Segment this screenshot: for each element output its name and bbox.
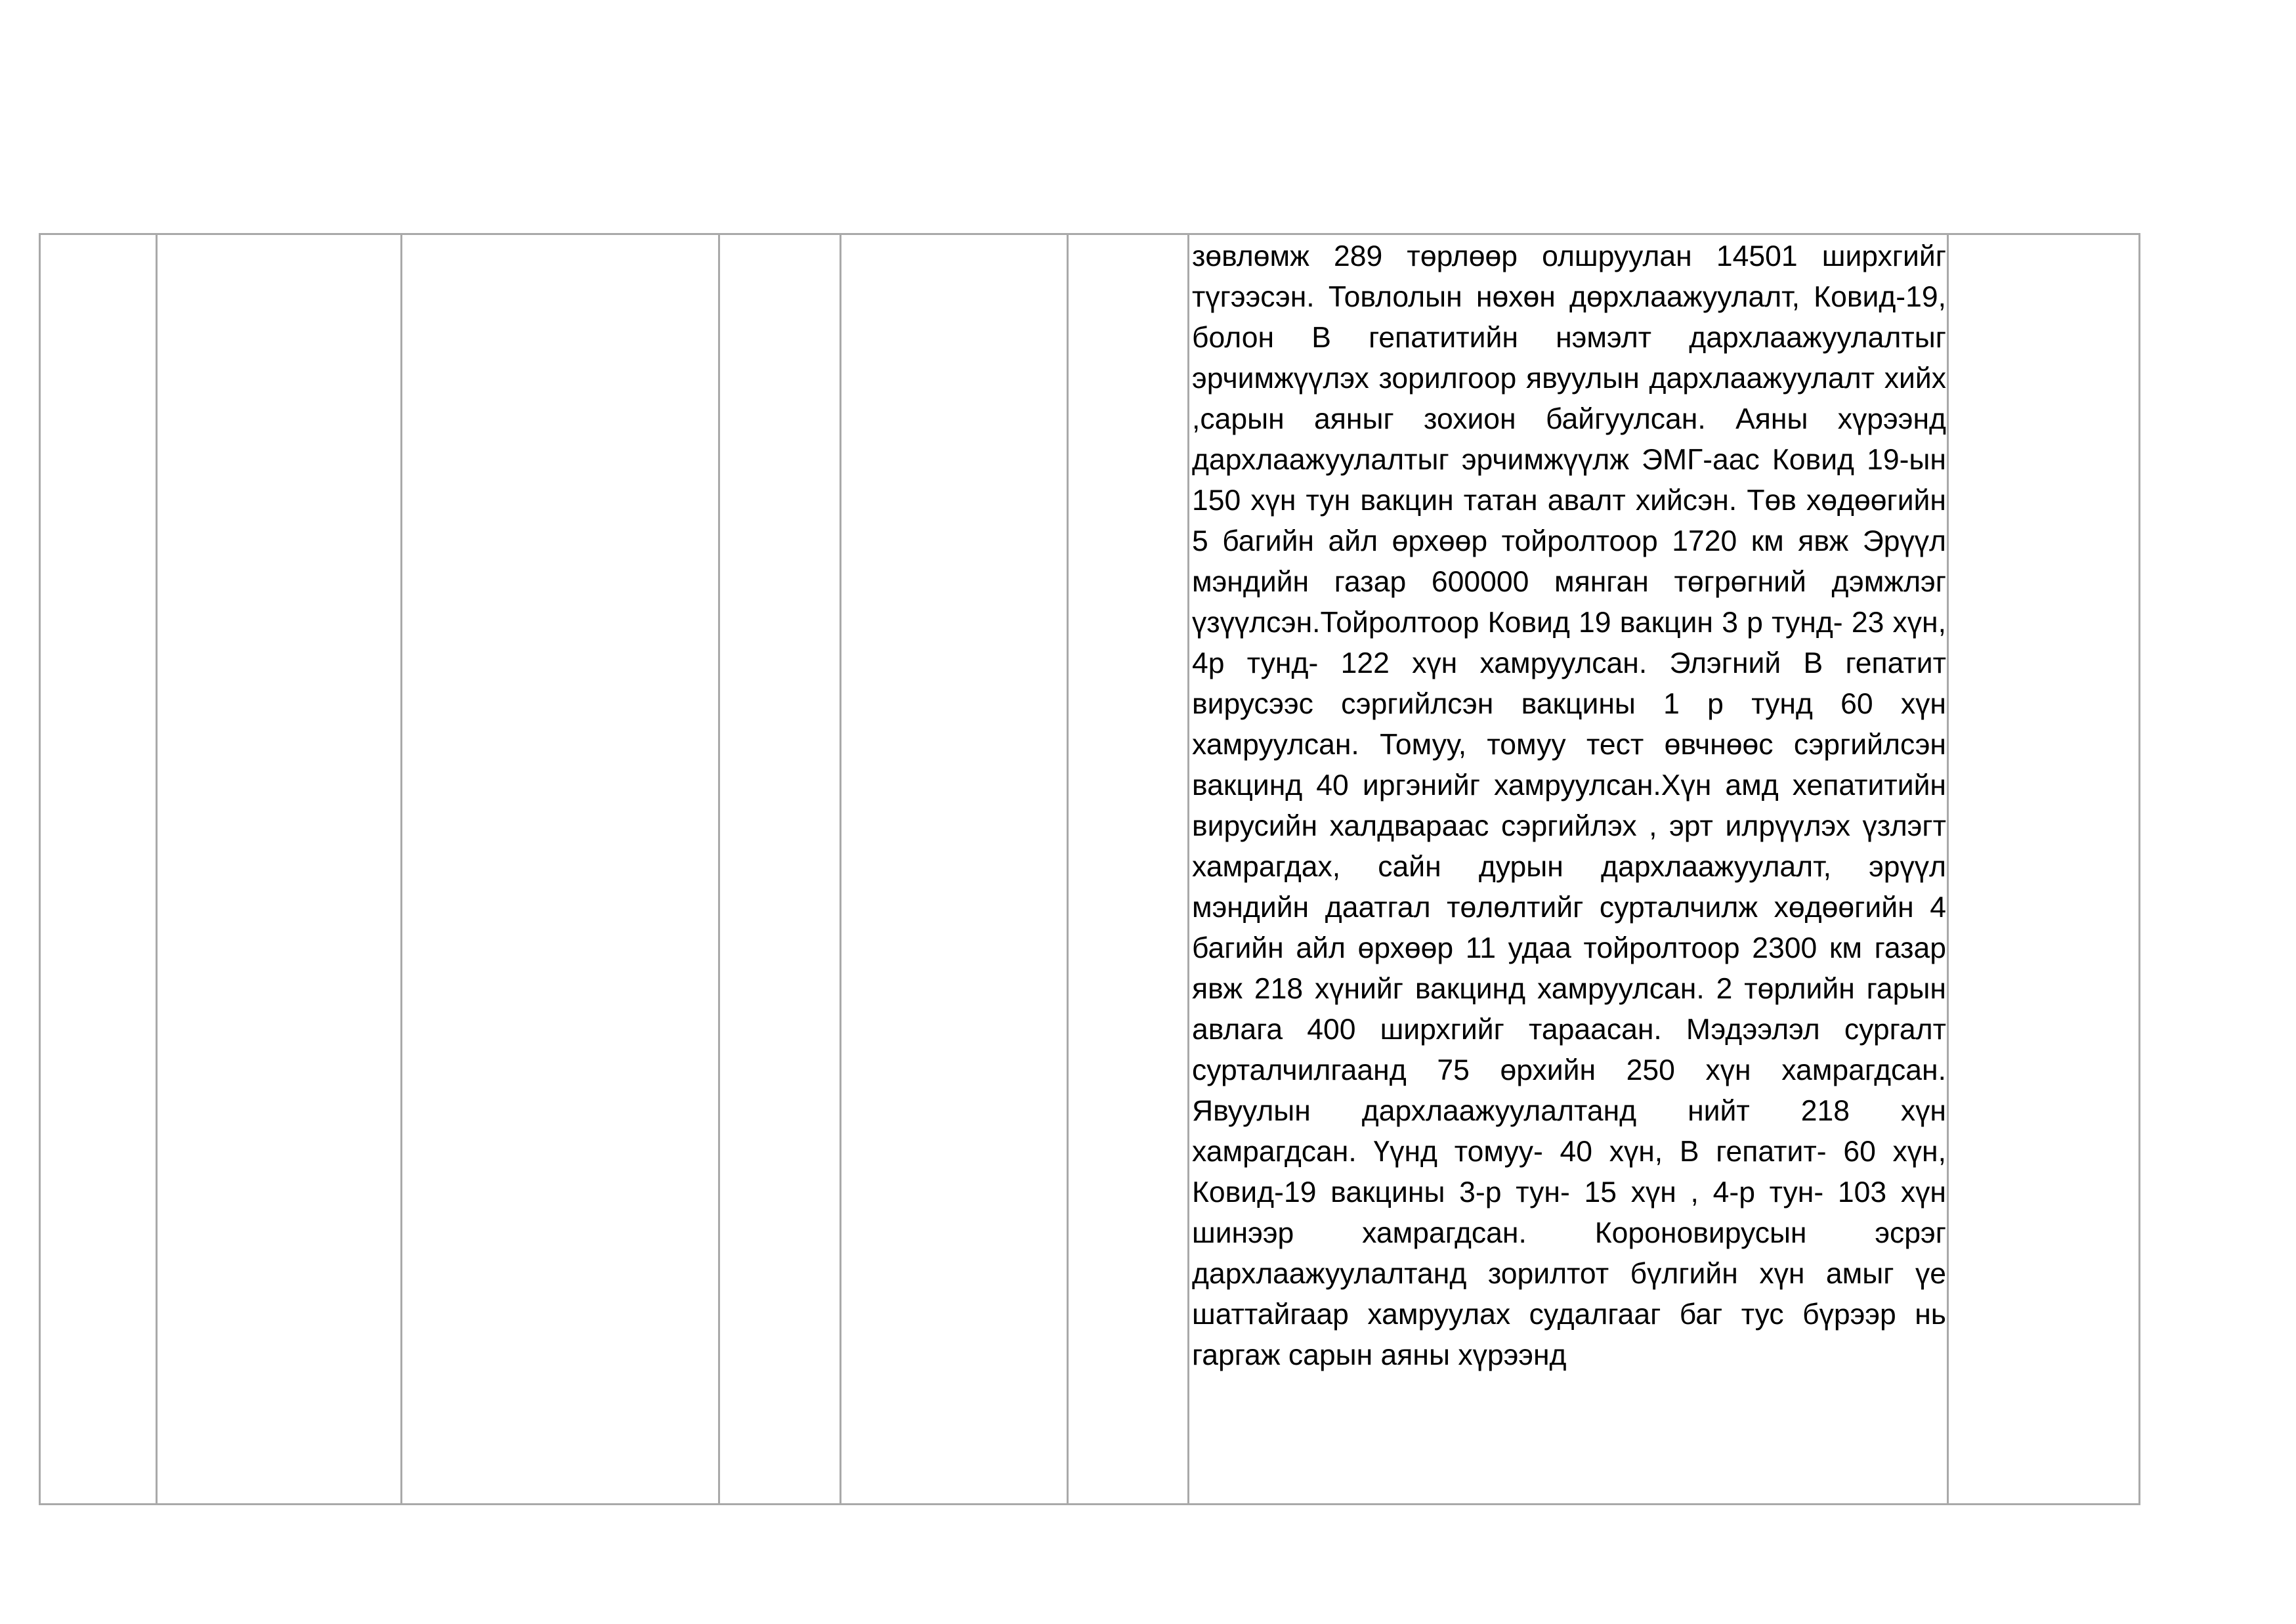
column-divider-6 [1187,233,1189,1505]
column-divider-3 [718,233,720,1505]
column-divider-5 [1067,233,1069,1505]
column-divider-2 [400,233,402,1505]
cell-text: зөвлөмж 289 төрлөөр олшруулан 14501 ширхгийг түгээсэн. Товлолын нөхөн дөрхлаажуулалт, Ковид-19, болон В гепатитийн нэмэлт дархлаажуулалтыг эрчимжүүлэх зорилгоор явуулын дархлаажуулалт хийх ,сарын аяныг зохион байгуулсан. Аяны хүрээнд дархлаажуулалтыг эрчимжүүлж ЭМГ-аас Ковид 19-ын 150 хүн тун вакцин татан авалт хийсэн. Төв хөдөөгийн 5 багийн айл өрхөөр тойролтоор 1720 км явж Эрүүл мэндийн газар 600000 мянган төгрөгний дэмжлэг үзүүлсэн.Тойролтоор Ковид 19 вакцин 3 р тунд- 23 хүн, 4р тунд- 122 хүн хамруулсан. Элэгний В гепатит вирусээс сэргийлсэн вакцины 1 р тунд 60 хүн хамруулсан. Томуу, томуу тест өвчнөөс сэргийлсэн вакцинд 40 иргэнийг хамруулсан.Хүн амд хепатитийн вирусийн халдвараас сэргийлэх , эрт илрүүлэх үзлэгт хамрагдах, сайн дурын дархлаажуулалт, эрүүл мэндийн даатгал төлөлтийг сурталчилж хөдөөгийн 4 багийн айл өрхөөр 11 удаа тойролтоор 2300 км газар явж 218 хүнийг вакцинд хамруулсан. 2 төрлийн гарын авлага 400 ширхгийг тараасан. Мэдээлэл сургалт сурталчилгаанд 75 өрхийн 250 хүн хамрагдсан. Явуулын дархлаажуулалтанд нийт 218 хүн хамрагдсан. Үүнд томуу- 40 хүн, В гепатит- 60 хүн, Ковид-19 вакцины 3-р тун- 15 хүн , 4-р тун- 103 хүн шинээр хамрагдсан. Короновирусын эсрэг дархлаажуулалтанд зорилтот бүлгийн хүн амыг үе шаттайгаар хамруулах судалгааг баг тус бүрээр нь гаргаж сарын аяны хүрээнд [1192,240,1946,1371]
table-cell-activity-description [1190,234,1948,1501]
column-divider-4 [840,233,841,1505]
column-divider-1 [156,233,158,1505]
